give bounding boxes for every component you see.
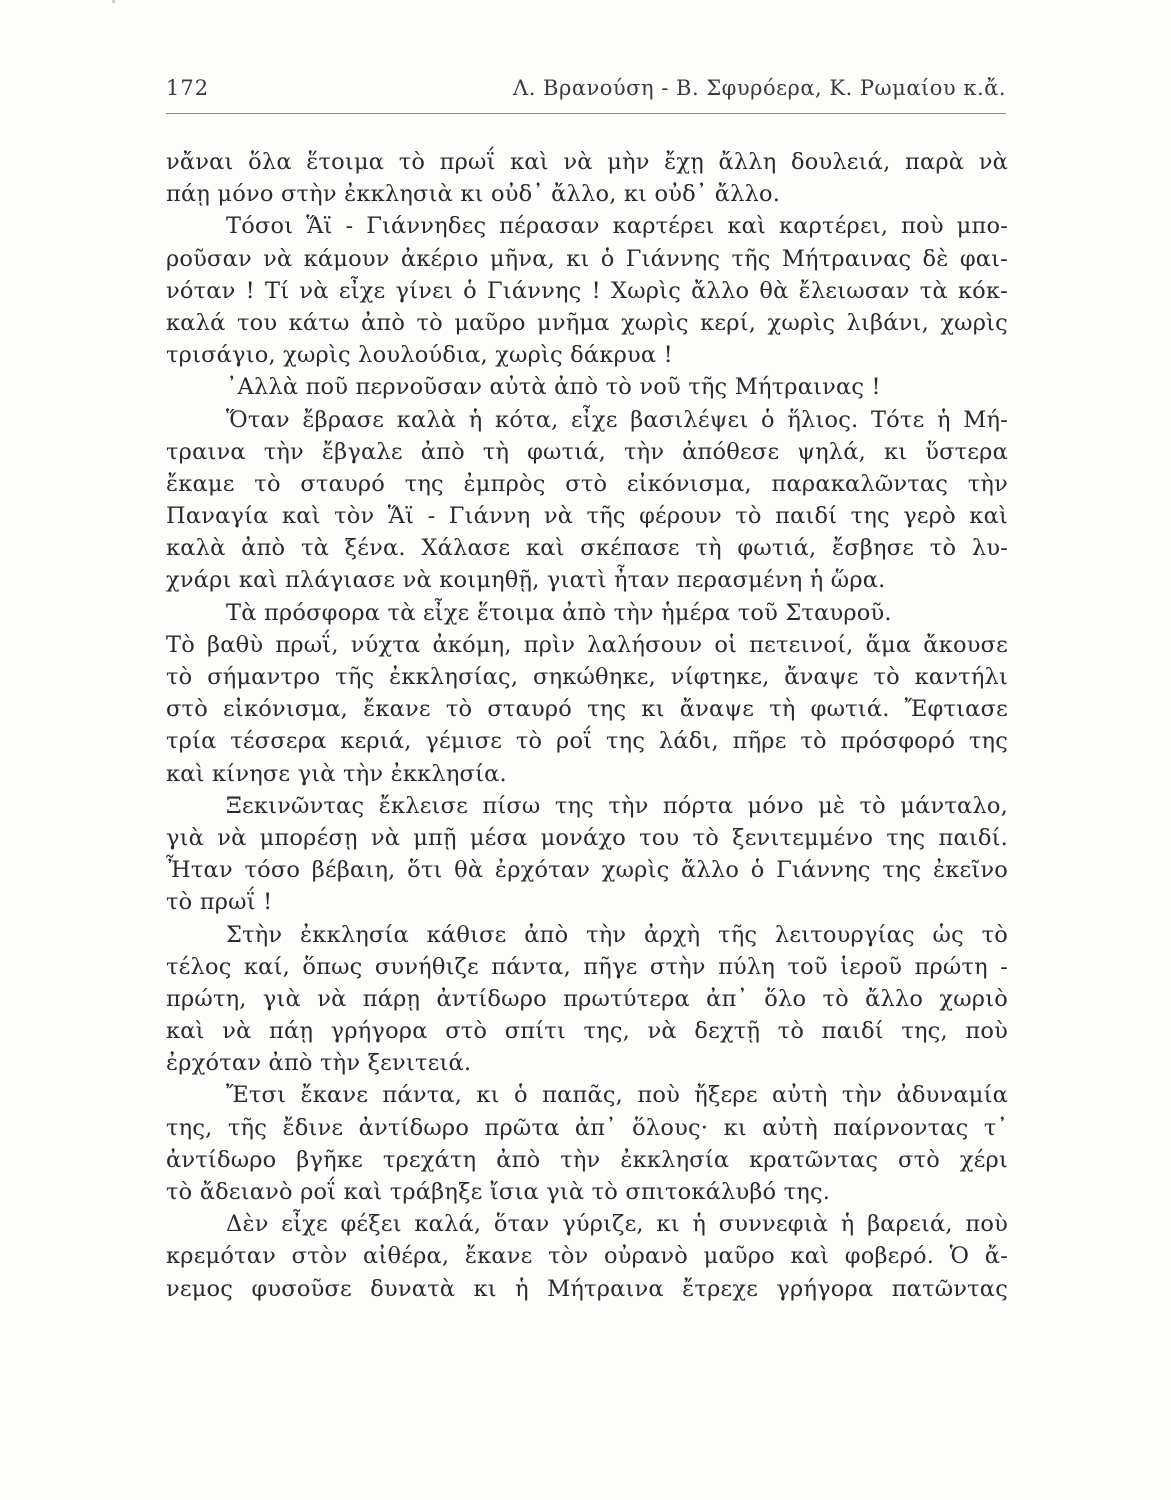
text-line: καὶ κίνησε γιὰ τὴν ἐκκλησία.	[166, 760, 507, 787]
text-line: ἐρχόταν ἀπὸ τὴν ξενιτειά.	[166, 1050, 472, 1077]
text-line: κρεμόταν στὸν αἰθέρα, ἔκανε τὸν οὐρανὸ μαῦρο καὶ φοβερό. Ὁ ἄ-	[166, 1243, 1008, 1270]
text-line: χνάρι καὶ πλάγιασε νὰ κοιμηθῇ, γιατὶ ἦταν περασμένη ἡ ὥρα.	[166, 567, 886, 594]
text-line: πρώτη, γιὰ νὰ πάρῃ ἀντίδωρο πρωτύτερα ἀπ᾽ ὅλο τὸ ἄλλο χωριὸ	[166, 985, 1008, 1012]
text-line: Τόσοι Ἅϊ - Γιάννηδες πέρασαν καρτέρει καὶ καρτέρει, ποὺ μπο-	[226, 213, 1008, 240]
text-line: Ξεκινῶντας ἔκλεισε πίσω της τὴν πόρτα μόνο μὲ τὸ μάνταλο,	[226, 792, 1008, 819]
text-line: καὶ νὰ πάῃ γρήγορα στὸ σπίτι της, νὰ δεχτῇ τὸ παιδί της, ποὺ	[166, 1018, 1008, 1045]
text-line: Τὰ πρόσφορα τὰ εἶχε ἕτοιμα ἀπὸ τὴν ἡμέρα τοῦ Σταυροῦ.	[226, 599, 892, 626]
text-line: Ἦταν τόσο βέβαιη, ὅτι θὰ ἐρχόταν χωρὶς ἄλλο ὁ Γιάννης της ἐκεῖνο	[166, 857, 1008, 884]
body-text	[166, 146, 1008, 1305]
text-line: τὸ πρωΐ !	[166, 889, 273, 916]
text-line: νεμος φυσοῦσε δυνατὰ κι ἡ Μήτραινα ἔτρεχε γρήγορα πατῶντας	[166, 1275, 1008, 1302]
text-line: τὸ ἄδειανὸ ροΐ καὶ τράβηξε ἴσια γιὰ τὸ σπιτοκάλυβό της.	[166, 1179, 831, 1205]
header-rule	[166, 113, 1006, 114]
text-line: ροῦσαν νὰ κάμουν ἀκέριο μῆνα, κι ὁ Γιάννης τῆς Μήτραινας δὲ φαι-	[166, 245, 1008, 272]
text-line: Ἔτσι ἔκανε πάντα, κι ὁ παπᾶς, ποὺ ἤξερε αὐτὴ τὴν ἀδυναμία	[226, 1082, 1008, 1109]
text-line: τρία τέσσερα κεριά, γέμισε τὸ ροΐ της λάδι, πῆρε τὸ πρόσφορό της	[166, 728, 1008, 755]
text-line: της, τῆς ἔδινε ἀντίδωρο πρῶτα ἀπ᾽ ὅλους· κι αὐτὴ παίρνοντας τ᾽	[166, 1114, 1008, 1141]
text-line: καλά του κάτω ἀπὸ τὸ μαῦρο μνῆμα χωρὶς κερί, χωρὶς λιβάνι, χωρὶς	[166, 309, 1008, 336]
text-line: ἀντίδωρο βγῆκε τρεχάτη ἀπὸ τὴν ἐκκλησία κρατῶντας στὸ χέρι	[166, 1146, 1008, 1173]
text-line: τραινα τὴν ἔβγαλε ἀπὸ τὴ φωτιά, τὴν ἀπόθεσε ψηλά, κι ὕστερα	[166, 438, 1008, 465]
text-line: Στὴν ἐκκλησία κάθισε ἀπὸ τὴν ἀρχὴ τῆς λειτουργίας ὡς τὸ	[226, 921, 1008, 948]
text-line: τέλος καί, ὅπως συνήθιζε πάντα, πῆγε στὴν πύλη τοῦ ἱεροῦ πρώτη -	[166, 953, 1008, 980]
text-line: νἄναι ὅλα ἕτοιμα τὸ πρωΐ καὶ νὰ μὴν ἔχῃ ἄλλη δουλειά, παρὰ νὰ	[166, 149, 1008, 175]
text-line: ᾽Αλλὰ ποῦ περνοῦσαν αὐτὰ ἀπὸ τὸ νοῦ τῆς Μήτραινας !	[226, 374, 881, 401]
text-line: ἔκαμε τὸ σταυρό της ἐμπρὸς στὸ εἰκόνισμα, παρακαλῶντας τὴν	[166, 470, 1008, 497]
running-head: Λ. Βρανούση - Β. Σφυρόερα, Κ. Ρωμαίου κ.ἄ.	[513, 76, 1006, 100]
text-line: νόταν ! Τί νὰ εἶχε γίνει ὁ Γιάννης ! Χωρὶς ἄλλο θὰ ἔλειωσαν τὰ κόκ-	[166, 277, 1008, 304]
text-line: καλὰ ἀπὸ τὰ ξένα. Χάλασε καὶ σκέπασε τὴ φωτιά, ἔσβησε τὸ λυ-	[166, 535, 1008, 562]
text-line: Ὅταν ἔβρασε καλὰ ἡ κότα, εἶχε βασιλέψει ὁ ἥλιος. Τότε ἡ Μή-	[226, 406, 1008, 433]
text-line: γιὰ νὰ μπορέσῃ νὰ μπῇ μέσα μονάχο του τὸ ξενιτεμμένο της παιδί.	[166, 824, 1008, 851]
text-line: στὸ εἰκόνισμα, ἔκανε τὸ σταυρό της κι ἄναψε τὴ φωτιά. Ἔφτιασε	[166, 696, 1008, 723]
scan-speck	[112, 0, 115, 3]
text-line: πάῃ μόνο στὴν ἐκκλησιὰ κι οὐδ᾽ ἄλλο, κι οὐδ᾽ ἄλλο.	[166, 181, 781, 208]
text-line: Δὲν εἶχε φέξει καλά, ὅταν γύριζε, κι ἡ συννεφιὰ ἡ βαρειά, ποὺ	[226, 1211, 1008, 1238]
text-line: τὸ σήμαντρο τῆς ἐκκλησίας, σηκώθηκε, νίφτηκε, ἄναψε τὸ καντήλι	[166, 664, 1008, 690]
text-line: Παναγία καὶ τὸν Ἅϊ - Γιάννη νὰ τῆς φέρουν τὸ παιδί της γερὸ καὶ	[166, 503, 1008, 530]
text-line: τρισάγιο, χωρὶς λουλούδια, χωρὶς δάκρυα !	[166, 342, 673, 369]
page-header	[166, 70, 1006, 106]
page-number: 172	[166, 76, 210, 100]
text-line: Τὸ βαθὺ πρωΐ, νύχτα ἀκόμη, πρὶν λαλήσουν οἱ πετεινοί, ἅμα ἄκουσε	[166, 631, 1008, 658]
